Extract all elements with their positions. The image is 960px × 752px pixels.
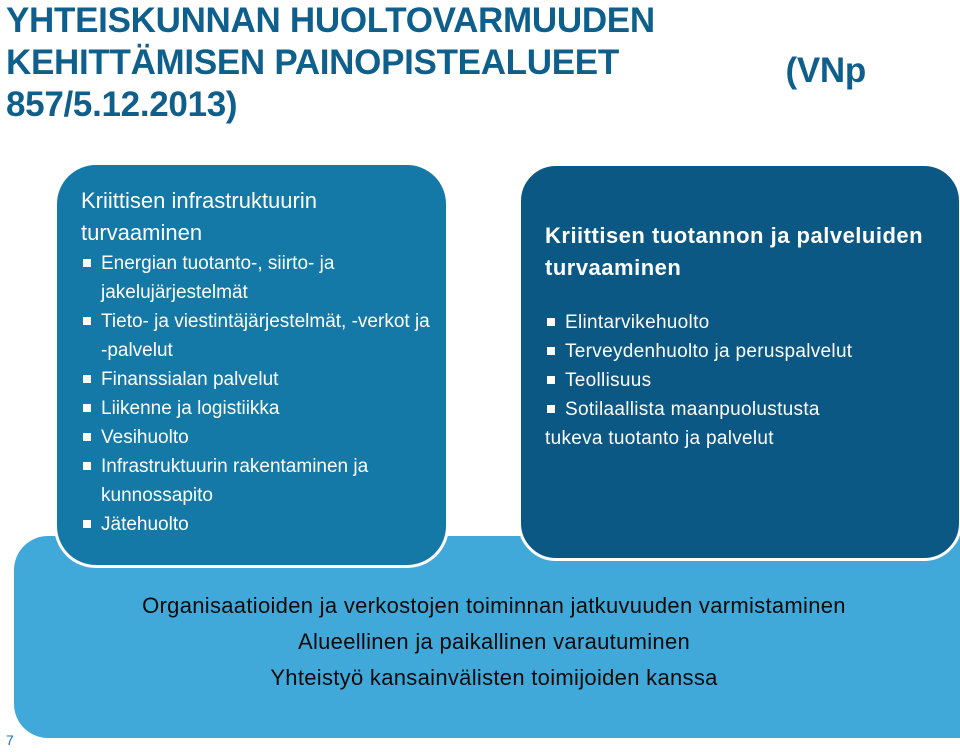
list-item xyxy=(81,307,436,365)
list-item-text: Jätehuolto xyxy=(101,514,189,535)
list-item-text: Infrastruktuurin rakentaminen ja kunnossapito xyxy=(101,456,369,506)
list-item xyxy=(81,365,436,394)
square-bullet-icon xyxy=(547,405,555,413)
title-line-2: KEHITTÄMISEN PAINOPISTEALUEET xyxy=(6,43,619,82)
list-item-text: Vesihuolto xyxy=(101,427,189,448)
left-box xyxy=(54,162,449,568)
list-item xyxy=(81,510,436,539)
square-bullet-icon xyxy=(547,318,555,326)
bottom-line: Yhteistyö kansainvälisten toimijoiden kanssa xyxy=(270,665,718,690)
square-bullet-icon xyxy=(547,347,555,355)
right-box-list xyxy=(545,308,949,424)
list-item xyxy=(545,337,949,366)
bottom-line: Alueellinen ja paikallinen varautuminen xyxy=(297,629,691,654)
left-box-heading: Kriittisen infrastruktuurin turvaaminen xyxy=(81,188,317,245)
list-item-text: Tieto- ja viestintäjärjestelmät, -verkot ja -palvelut xyxy=(101,311,430,361)
square-bullet-icon xyxy=(83,317,91,325)
title-reference-part-2: 857/5.12.2013) xyxy=(6,85,238,124)
square-bullet-icon xyxy=(83,520,91,528)
left-box-list xyxy=(81,249,436,539)
list-item xyxy=(81,249,436,307)
page-number: 7 xyxy=(6,732,14,748)
bottom-line: Organisaatioiden ja verkostojen toiminnan jatkuvuuden varmistaminen xyxy=(142,593,846,618)
list-item-text: Energian tuotanto-, siirto- ja jakelujärjestelmät xyxy=(101,253,335,303)
page-title xyxy=(6,0,956,126)
list-item xyxy=(545,395,949,424)
list-item xyxy=(545,308,949,337)
title-reference-part-1: (VNp xyxy=(785,51,866,90)
right-box-heading: Kriittisen tuotannon ja palveluiden turvaaminen xyxy=(545,223,924,280)
list-item xyxy=(81,394,436,423)
square-bullet-icon xyxy=(83,433,91,441)
list-item-text: Sotilaallista maanpuolustusta xyxy=(565,399,820,420)
square-bullet-icon xyxy=(83,259,91,267)
list-item-text: Finanssialan palvelut xyxy=(101,369,279,390)
square-bullet-icon xyxy=(83,375,91,383)
list-item-text: Liikenne ja logistiikka xyxy=(101,398,280,419)
right-box xyxy=(518,163,960,561)
list-item xyxy=(81,452,436,510)
list-item-text: Elintarvikehuolto xyxy=(565,312,710,333)
square-bullet-icon xyxy=(83,462,91,470)
square-bullet-icon xyxy=(83,404,91,412)
right-box-list-continuation: tukeva tuotanto ja palvelut xyxy=(545,428,774,449)
list-item xyxy=(81,423,436,452)
list-item xyxy=(545,366,949,395)
title-line-1: YHTEISKUNNAN HUOLTOVARMUUDEN xyxy=(6,1,655,40)
list-item-text: Terveydenhuolto ja peruspalvelut xyxy=(565,341,853,362)
square-bullet-icon xyxy=(547,376,555,384)
list-item-text: Teollisuus xyxy=(565,370,652,391)
